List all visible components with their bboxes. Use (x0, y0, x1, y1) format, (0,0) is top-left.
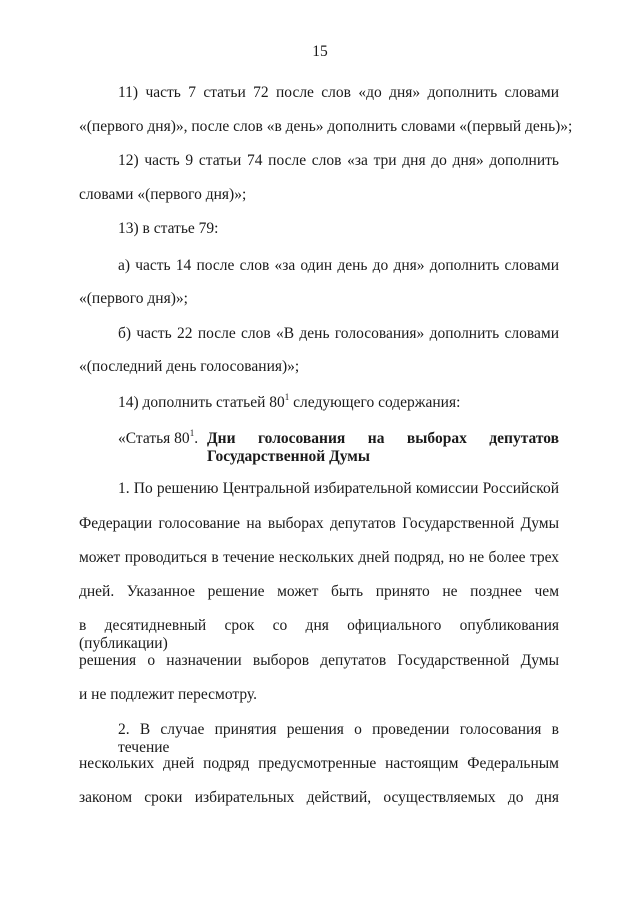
paragraph-1-line-2: Федерации голосование на выборах депутатов Государственной Думы (79, 515, 559, 532)
item-13b-line-2: «(последний день голосования)»; (79, 358, 300, 375)
item-13a-line-1: а) часть 14 после слов «за один день до дня» дополнить словами (118, 257, 559, 274)
paragraph-2-line-2: нескольких дней подряд предусмотренные настоящим Федеральным (79, 755, 559, 772)
item-14-text: 14) дополнить статьей 80 (118, 394, 285, 411)
article-label-text: «Статья 80 (118, 430, 190, 447)
item-11-line-2: «(первого дня)», после слов «в день» дополнить словами «(первый день)»; (79, 118, 573, 135)
article-label (118, 427, 199, 448)
item-11-line-1: 11) часть 7 статьи 72 после слов «до дня» дополнить словами (118, 84, 559, 101)
item-14-line-1 (118, 391, 461, 412)
paragraph-2-line-1: 2. В случае принятия решения о проведении голосования в течение (118, 721, 559, 756)
item-12-line-2: словами «(первого дня)»; (79, 186, 247, 203)
paragraph-1-line-3: может проводиться в течение нескольких дней подряд, но не более трех (79, 549, 559, 566)
article-title-line-2: Государственной Думы (207, 448, 370, 465)
paragraph-1-line-5: в десятидневный срок со дня официального опубликования (публикации) (79, 617, 559, 652)
article-title-line-1: Дни голосования на выборах депутатов (207, 430, 559, 447)
item-14-text-tail: следующего содержания: (289, 394, 461, 411)
article-label-period: . (194, 430, 199, 447)
item-13a-line-2: «(первого дня)»; (79, 290, 188, 307)
paragraph-2-line-3: законом сроки избирательных действий, осуществляемых до дня (79, 789, 559, 806)
paragraph-1-line-6: решения о назначении выборов депутатов Государственной Думы (79, 652, 559, 669)
paragraph-1-line-4: дней. Указанное решение может быть принято не позднее чем (79, 583, 559, 600)
article-title (207, 430, 559, 466)
item-12-line-1: 12) часть 9 статьи 74 после слов «за три дня до дня» дополнить (118, 152, 559, 169)
item-13-line-1: 13) в статье 79: (118, 220, 219, 237)
paragraph-1-line-1: 1. По решению Центральной избирательной комиссии Российской (118, 480, 559, 497)
page-number: 15 (312, 43, 328, 60)
article-label-superscript: 1 (189, 427, 195, 438)
paragraph-1-line-7: и не подлежит пересмотру. (79, 686, 257, 703)
item-13b-line-1: б) часть 22 после слов «В день голосования» дополнить словами (118, 325, 559, 342)
item-14-superscript: 1 (284, 391, 290, 402)
